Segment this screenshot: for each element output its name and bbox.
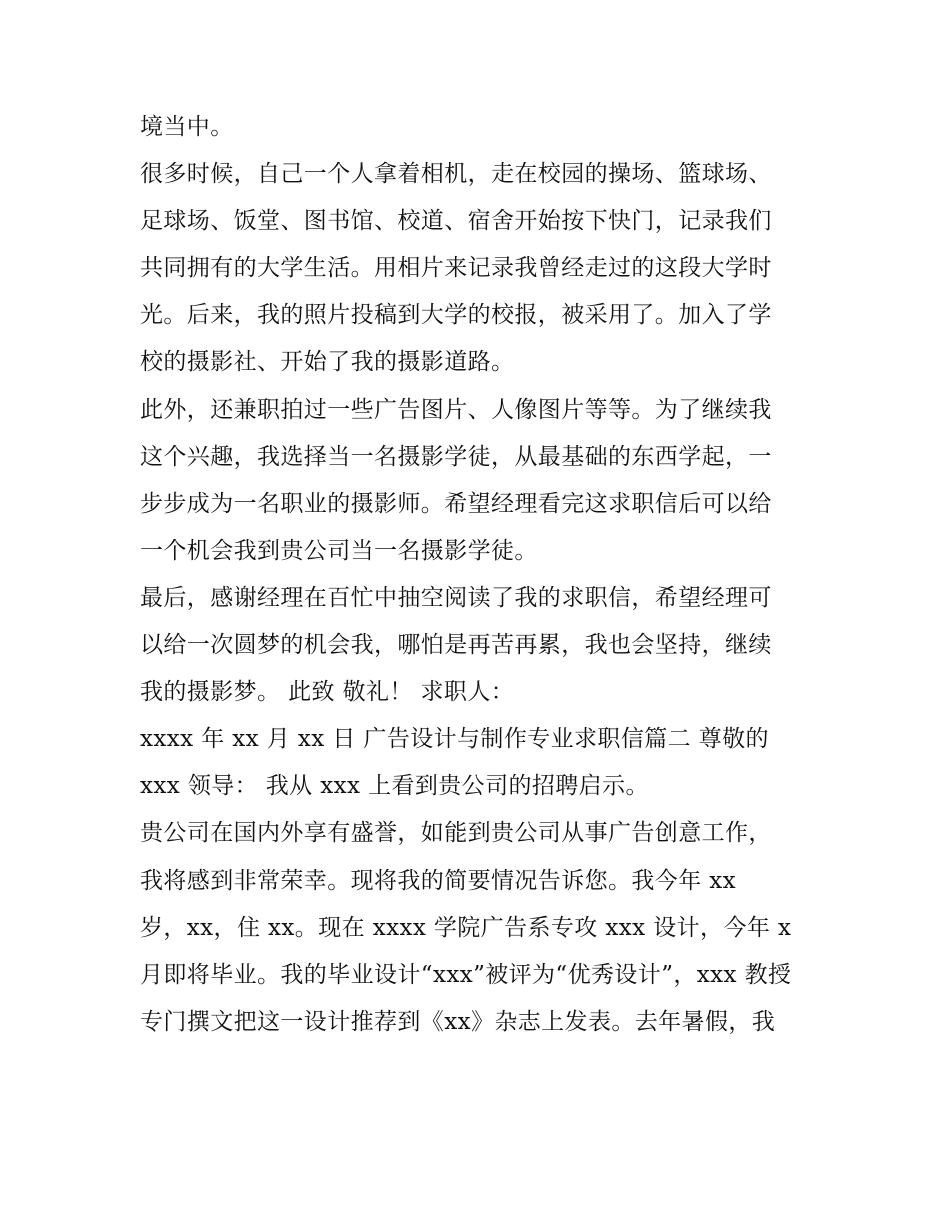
text-line: 校的摄影社、开始了我的摄影道路。	[140, 349, 515, 376]
text-line: 我的摄影梦。 此致 敬礼！ 求职人：	[140, 679, 515, 706]
text-line: 光。后来，我的照片投稿到大学的校报，被采用了。加入了学	[140, 302, 772, 329]
text-line: 月即将毕业。我的毕业设计“xxx”被评为“优秀设计”，xxx 教授	[140, 961, 792, 988]
text-line: 很多时候，自己一个人拿着相机，走在校园的操场、篮球场、	[140, 161, 772, 188]
text-line: 以给一次圆梦的机会我，哪怕是再苦再累，我也会坚持，继续	[140, 632, 772, 659]
text-line: xxx 领导： 我从 xxx 上看到贵公司的招聘启示。	[140, 773, 649, 800]
text-line: 这个兴趣，我选择当一名摄影学徒，从最基础的东西学起，一	[140, 443, 772, 470]
text-line: 足球场、饭堂、图书馆、校道、宿舍开始按下快门，记录我们	[140, 208, 772, 235]
text-line: 此外，还兼职拍过一些广告图片、人像图片等等。为了继续我	[140, 396, 772, 423]
text-line: 专门撰文把这一设计推荐到《xx》杂志上发表。去年暑假，我	[140, 1008, 776, 1035]
text-line: 最后，感谢经理在百忙中抽空阅读了我的求职信，希望经理可	[140, 584, 772, 611]
text-line: 共同拥有的大学生活。用相片来记录我曾经走过的这段大学时	[140, 255, 772, 282]
text-line: 一个机会我到贵公司当一名摄影学徒。	[140, 537, 538, 564]
text-line: 岁，xx，住 xx。现在 xxxx 学院广告系专攻 xxx 设计，今年 x	[140, 914, 792, 941]
text-line: 贵公司在国内外享有盛誉，如能到贵公司从事广告创意工作，	[140, 820, 772, 847]
body-text	[140, 104, 830, 1046]
text-line: 境当中。	[140, 114, 234, 140]
text-line: 我将感到非常荣幸。现将我的简要情况告诉您。我今年 xx	[140, 867, 737, 894]
text-line: 步步成为一名职业的摄影师。希望经理看完这求职信后可以给	[140, 490, 772, 517]
text-line: xxxx 年 xx 月 xx 日 广告设计与制作专业求职信篇二 尊敬的	[140, 726, 769, 753]
